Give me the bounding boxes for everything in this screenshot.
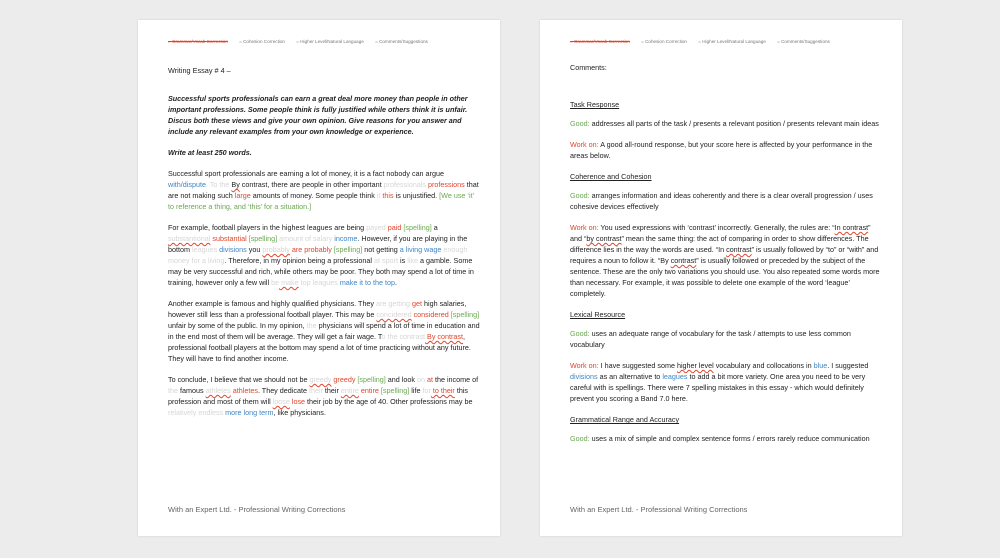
text-run: the income of — [432, 375, 479, 384]
essay-instruction: Write at least 250 words. — [168, 148, 252, 157]
deleted-text: athletes — [205, 386, 231, 395]
text-run: . They dedicate — [257, 386, 309, 395]
text-run: you — [246, 245, 263, 254]
grammar-correction: considered — [411, 310, 449, 319]
text-run: Another example is famous and highly qualified physicians. They — [168, 299, 377, 308]
task-good — [570, 118, 882, 129]
legend-cohesion: = Cohesion Correction — [239, 39, 285, 44]
comment-text: ” mean the same thing: the act of comparing in order to show differences. The difference lies in the way the words are used. “In — [570, 234, 869, 254]
deleted-text: entire — [340, 386, 359, 395]
blue-term: divisions — [570, 372, 598, 381]
work-on-label: Work on: — [570, 361, 599, 370]
comments-content — [570, 62, 882, 454]
deleted-text: loose — [272, 397, 290, 406]
essay-prompt: Successful sports professionals can earn a great deal more money than people in other important professions. Some people think is fully justified while others think it is unfair. Discus both these views and give your own opinion. Give reasons for you answer and include any relevant examples from your own knowledge or experience. — [168, 94, 468, 136]
text-run: , like physicians. — [273, 408, 326, 417]
lexical-good — [570, 328, 882, 350]
deleted-text: amount of salary — [277, 234, 333, 243]
grammar-correction: athletes — [230, 386, 258, 395]
legend-comments: = Comments/Suggestions — [777, 39, 830, 44]
comment-text: I have suggested some — [598, 361, 677, 370]
text-run: . — [394, 278, 397, 287]
correction-legend — [570, 39, 892, 44]
essay-title: Writing Essay # 4 – — [168, 66, 231, 75]
underlined-term: higher level — [676, 361, 714, 370]
text-run: their job by the age of 40. Other professions may be — [305, 397, 473, 406]
underlined-term: contrast — [726, 245, 752, 254]
work-on-label: Work on: — [570, 140, 599, 149]
essay-paragraph-2 — [168, 222, 480, 288]
text-run: , professional football players at the bottom may spend a lot of time practicing without any future. They will have to find another income. — [168, 332, 471, 363]
essay-paragraph-1 — [168, 168, 480, 212]
text-run: contrast, there are people in other important — [239, 180, 384, 189]
comment-text: ” is usually followed or preceded by the subject of the sentence. These are the only two variations you should use. You also repeated some words more than necessary. For example, it was possible to delete one example of the word ‘league’ completely. — [570, 256, 880, 298]
essay-paragraph-3 — [168, 298, 480, 364]
comment-text: to add a bit more variety. One area you need to be very careful with is spellings. There were 7 spelling mistakes in this essay - which would definitely prevent you scoring a Band 7.0 here. — [570, 372, 866, 403]
text-run: that are not making such — [168, 180, 479, 200]
grammar-correction: to their — [430, 386, 455, 395]
text-run: life — [409, 386, 423, 395]
grammar-correction: large — [234, 191, 251, 200]
deleted-text: it — [376, 191, 381, 200]
deleted-text: o the contrast — [381, 332, 426, 341]
essay-paragraph-4 — [168, 374, 480, 418]
higher-level-suggestion: with/dispute — [168, 180, 206, 189]
higher-level-suggestion: divisions — [217, 245, 247, 254]
legend-cohesion: = Cohesion Correction — [641, 39, 687, 44]
deleted-text: for — [422, 386, 431, 395]
deleted-text: professionals — [383, 180, 427, 189]
deleted-text: relatively endless — [168, 408, 224, 417]
correction-legend — [168, 39, 490, 44]
grammar-correction: greedy — [331, 375, 356, 384]
grammar-correction: entire — [358, 386, 379, 395]
deleted-text: enough money for a living — [168, 245, 468, 265]
underlined-term: by contrast — [586, 234, 622, 243]
grammar-correction: at — [424, 375, 433, 384]
comments-page — [540, 20, 902, 536]
legend-higher-level: = Higher Level/Natural Language — [296, 39, 364, 44]
deleted-text: greedy — [309, 375, 332, 384]
higher-level-suggestion: more long term — [223, 408, 274, 417]
text-run: profession and most of them will — [168, 397, 273, 406]
text-run: unfair by some of the public. In my opinion, — [168, 321, 307, 330]
comment-suggestion: [spelling] — [378, 386, 410, 395]
page-footer: With an Expert Ltd. - Professional Writing Corrections — [570, 505, 748, 514]
deleted-text: the — [306, 321, 317, 330]
grammar-correction: paid — [385, 223, 402, 232]
text-run: For example, football players in the highest leagues are being — [168, 223, 367, 232]
comment-suggestion: [spelling] — [331, 245, 363, 254]
text-run: amounts of money. Some people think — [250, 191, 377, 200]
legend-grammar: = Grammar/Vocab Correction — [168, 39, 228, 44]
grammar-correction: substantial — [210, 234, 247, 243]
text-run: is — [398, 256, 408, 265]
text-run: is unjustified. — [393, 191, 440, 200]
grammar-correction: this — [380, 191, 394, 200]
deleted-text: top leagues — [298, 278, 338, 287]
good-label: Good: — [570, 329, 590, 338]
comment-text: uses an adequate range of vocabulary for the task / attempts to use less common vocabulary — [570, 329, 851, 349]
coherence-good — [570, 190, 882, 212]
comment-suggestion: [We use ‘it’ to reference a thing, and ‘this’ for a situation.] — [168, 191, 474, 211]
grammar-correction: are probably — [289, 245, 332, 254]
comment-text: A good all-round response, but your score here is affected by your performance in the areas below. — [570, 140, 873, 160]
comment-suggestion: [spelling] — [401, 223, 432, 232]
deleted-text: the — [168, 386, 178, 395]
comment-suggestion: [spelling] — [448, 310, 480, 319]
deleted-text: . To the — [205, 180, 232, 189]
essay-content — [168, 65, 480, 428]
text-run: high salaries, however still less than a professional football player. This may be — [168, 299, 467, 319]
cohesion-correction: By — [231, 180, 240, 189]
deleted-text: payed — [366, 223, 386, 232]
underlined-term: In contrast — [834, 223, 869, 232]
text-run: a gamble. Some may be very successful and rich, while others may be poor. They both may spend a lot of time in training, however only a few will — [168, 256, 474, 287]
legend-comments: = Comments/Suggestions — [375, 39, 428, 44]
task-work-on — [570, 139, 882, 161]
text-run: physicians will spend a lot of time in education and in the end most of them will be average. They will get a fair wage. T — [168, 321, 480, 341]
essay-page — [138, 20, 500, 536]
text-run: their — [322, 386, 341, 395]
deleted-text: are getting — [376, 299, 410, 308]
text-run: and look — [385, 375, 417, 384]
deleted-text: their — [308, 386, 323, 395]
comment-text: as an alternative to — [597, 372, 663, 381]
work-on-label: Work on: — [570, 223, 599, 232]
comment-text: ” and “ — [570, 223, 871, 243]
grammar-correction: get — [410, 299, 422, 308]
deleted-text: concidered — [376, 310, 412, 319]
blue-term: blue — [813, 361, 828, 370]
deleted-text: make — [279, 278, 299, 287]
comment-text: . I suggested — [827, 361, 869, 370]
coherence-work-on — [570, 222, 882, 299]
cohesion-correction: By contrast — [425, 332, 463, 341]
higher-level-suggestion: income — [332, 234, 358, 243]
task-response-heading: Task Response — [570, 100, 620, 109]
deleted-text: substantional — [168, 234, 211, 243]
comment-text: vocabulary and collocations in — [713, 361, 814, 370]
comment-text: uses a mix of simple and complex sentence forms / errors rarely reduce communication — [589, 434, 870, 443]
higher-level-suggestion: a living wage — [399, 245, 442, 254]
text-run: Successful sport professionals are earning a lot of money, it is a fact nobody can argue — [168, 169, 444, 178]
comment-suggestion: [spelling] — [355, 375, 386, 384]
text-run: . Therefore, in my opinion being a professional — [224, 256, 375, 265]
blue-term: leagues — [662, 372, 688, 381]
text-run: not getting — [362, 245, 400, 254]
deleted-text: on — [416, 375, 425, 384]
legend-higher-level: = Higher Level/Natural Language — [698, 39, 766, 44]
text-run: a — [431, 223, 438, 232]
comments-heading: Comments: — [570, 63, 607, 72]
grammar-correction: lose — [289, 397, 306, 406]
lexical-heading: Lexical Resource — [570, 310, 626, 319]
higher-level-suggestion: make it to the top — [337, 278, 395, 287]
deleted-text: probably — [262, 245, 290, 254]
comment-text: ” is usually followed by “to” or “with” and requires a noun to follow it. “By — [570, 245, 879, 265]
good-label: Good: — [570, 119, 590, 128]
underlined-term: contrast — [670, 256, 697, 265]
deleted-text: like — [407, 256, 418, 265]
page-footer: With an Expert Ltd. - Professional Writing Corrections — [168, 505, 346, 514]
comment-suggestion: [spelling] — [246, 234, 278, 243]
grammar-heading: Grammatical Range and Accuracy — [570, 415, 680, 424]
text-run: To conclude, I believe that we should not be — [168, 375, 310, 384]
grammar-correction: professions — [426, 180, 465, 189]
deleted-text: leagues — [191, 245, 218, 254]
lexical-work-on — [570, 360, 882, 404]
comment-text: arranges information and ideas coherently and there is a clear overall progression / uses cohesive devices effectively — [570, 191, 873, 211]
good-label: Good: — [570, 434, 590, 443]
deleted-text: be — [271, 278, 280, 287]
text-run: famous — [178, 386, 206, 395]
comment-text: addresses all parts of the task / presents a relevant position / presents relevant main ideas — [589, 119, 879, 128]
grammar-good — [570, 433, 882, 444]
text-run: this — [454, 386, 469, 395]
comment-text: You used expressions with ‘contrast’ incorrectly. Generally, the rules are: “ — [598, 223, 835, 232]
legend-grammar: = Grammar/Vocab Correction — [570, 39, 630, 44]
good-label: Good: — [570, 191, 590, 200]
coherence-heading: Coherence and Cohesion — [570, 172, 652, 181]
deleted-text: at sport — [374, 256, 399, 265]
text-run: . However, if you are playing in the bottom — [168, 234, 468, 254]
